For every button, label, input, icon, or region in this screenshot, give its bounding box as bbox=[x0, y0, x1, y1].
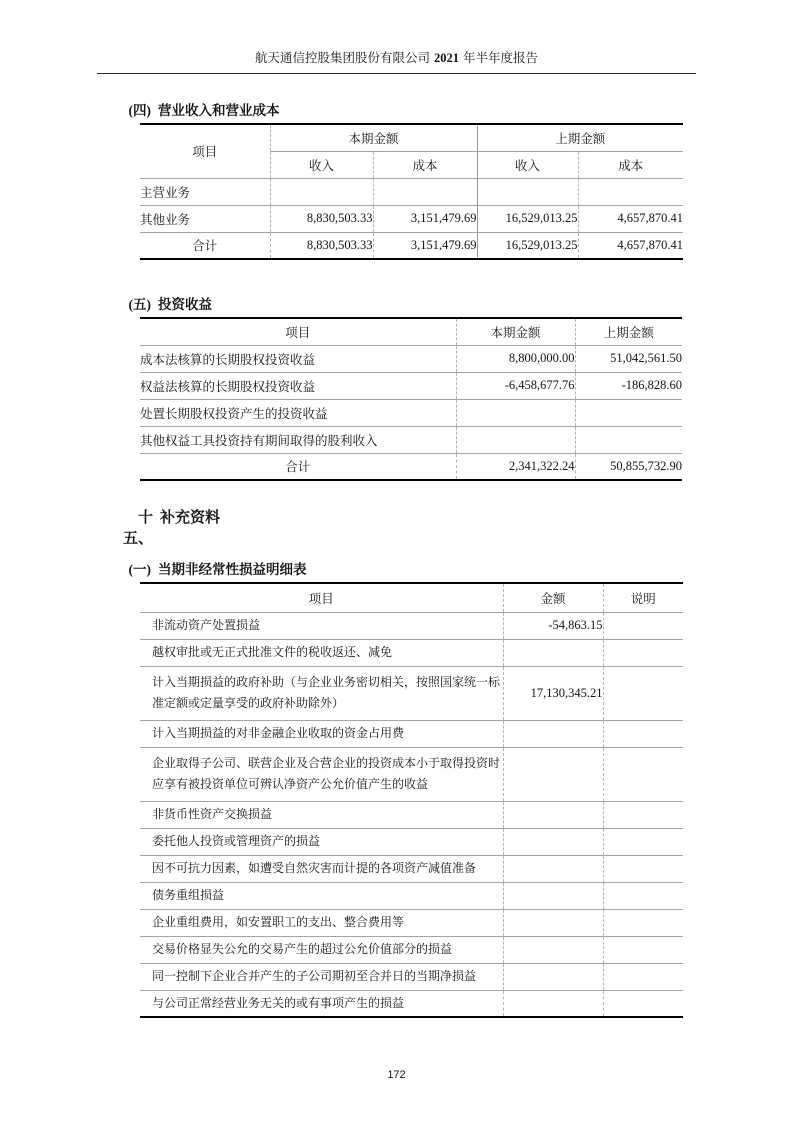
item-cell: 与公司正常经营业务无关的或有事项产生的损益 bbox=[140, 990, 503, 1017]
col-current-period: 本期金额 bbox=[270, 124, 477, 151]
table-row-total bbox=[140, 232, 683, 259]
col-prior-cost: 成本 bbox=[578, 151, 683, 178]
amount-cell bbox=[503, 882, 603, 909]
current-cost-cell: 3,151,479.69 bbox=[373, 232, 477, 259]
document-title bbox=[255, 51, 538, 65]
amount-cell bbox=[503, 801, 603, 828]
col-prior-income: 收入 bbox=[477, 151, 578, 178]
current-amount-cell bbox=[456, 426, 575, 453]
total-label-cell: 合计 bbox=[140, 453, 456, 480]
prior-income-cell: 16,529,013.25 bbox=[477, 232, 578, 259]
amount-cell bbox=[503, 855, 603, 882]
table-header-row bbox=[140, 318, 682, 345]
item-cell: 因不可抗力因素，如遭受自然灾害而计提的各项资产减值准备 bbox=[140, 855, 503, 882]
table-row bbox=[140, 372, 682, 399]
prior-amount-cell bbox=[575, 399, 682, 426]
note-cell bbox=[603, 909, 683, 936]
prior-amount-cell: 51,042,561.50 bbox=[575, 345, 682, 372]
table-row-other-business bbox=[140, 205, 683, 232]
note-cell bbox=[603, 612, 683, 639]
col-item: 项目 bbox=[308, 591, 334, 606]
amount-cell bbox=[503, 639, 603, 666]
item-cell: 企业重组费用，如安置职工的支出、整合费用等 bbox=[140, 909, 503, 936]
table-row bbox=[140, 990, 683, 1017]
table-row bbox=[140, 399, 682, 426]
item-cell: 非货币性资产交换损益 bbox=[140, 801, 503, 828]
item-cell: 交易价格显失公允的交易产生的超过公允价值部分的损益 bbox=[140, 936, 503, 963]
amount-cell: 17,130,345.21 bbox=[503, 666, 603, 720]
item-cell: 债务重组损益 bbox=[140, 882, 503, 909]
note-cell bbox=[603, 882, 683, 909]
note-cell bbox=[603, 747, 683, 801]
item-cell: 企业取得子公司、联营企业及合营企业的投资成本小于取得投资时应享有被投资单位可辨认净资产公允价值产生的收益 bbox=[140, 747, 503, 801]
amount-cell bbox=[503, 720, 603, 747]
section-number: 十五、 bbox=[122, 510, 153, 547]
current-cost-cell bbox=[373, 178, 477, 205]
note-cell bbox=[603, 936, 683, 963]
nonrecurring-items-table bbox=[140, 582, 683, 1018]
table-row bbox=[140, 963, 683, 990]
item-cell: 其他权益工具投资持有期间取得的股利收入 bbox=[140, 426, 456, 453]
col-current-income: 收入 bbox=[270, 151, 373, 178]
item-cell: 主营业务 bbox=[140, 178, 270, 205]
item-cell: 非流动资产处置损益 bbox=[140, 612, 503, 639]
prior-cost-cell: 4,657,870.41 bbox=[578, 205, 683, 232]
current-amount-cell: 8,800,000.00 bbox=[456, 345, 575, 372]
section-number: (四) bbox=[128, 103, 151, 118]
item-cell: 计入当期损益的政府补助（与企业业务密切相关，按照国家统一标准定额或定量享受的政府补助除外） bbox=[140, 666, 503, 720]
note-cell bbox=[603, 720, 683, 747]
item-cell: 权益法核算的长期股权投资收益 bbox=[140, 372, 456, 399]
table-row bbox=[140, 882, 683, 909]
revenue-cost-table bbox=[140, 123, 683, 260]
item-cell: 处置长期股权投资产生的投资收益 bbox=[140, 399, 456, 426]
section-heading-investment-income bbox=[114, 296, 793, 314]
table-row bbox=[140, 612, 683, 639]
total-label-cell: 合计 bbox=[140, 232, 270, 259]
item-cell: 越权审批或无正式批准文件的税收返还、减免 bbox=[140, 639, 503, 666]
investment-income-table bbox=[140, 317, 682, 481]
section-heading-supplementary bbox=[114, 508, 793, 550]
current-amount-cell: 2,341,322.24 bbox=[456, 453, 575, 480]
table-row-total bbox=[140, 453, 682, 480]
current-income-cell bbox=[270, 178, 373, 205]
prior-cost-cell bbox=[578, 178, 683, 205]
amount-cell bbox=[503, 828, 603, 855]
table-row bbox=[140, 666, 683, 720]
note-cell bbox=[603, 828, 683, 855]
col-note: 说明 bbox=[603, 583, 683, 612]
table-row bbox=[140, 639, 683, 666]
table-row-main-business bbox=[140, 178, 683, 205]
table-header-row bbox=[140, 583, 683, 612]
item-cell: 委托他人投资或管理资产的损益 bbox=[140, 828, 503, 855]
amount-cell bbox=[503, 990, 603, 1017]
prior-amount-cell: 50,855,732.90 bbox=[575, 453, 682, 480]
current-cost-cell: 3,151,479.69 bbox=[373, 205, 477, 232]
section-title: 营业收入和营业成本 bbox=[158, 103, 280, 118]
table-row bbox=[140, 801, 683, 828]
section-title: 当期非经常性损益明细表 bbox=[158, 562, 307, 577]
amount-cell bbox=[503, 909, 603, 936]
table-row bbox=[140, 345, 682, 372]
col-prior-period: 上期金额 bbox=[477, 124, 683, 151]
amount-cell: -54,863.15 bbox=[503, 612, 603, 639]
col-amount: 金额 bbox=[503, 583, 603, 612]
prior-cost-cell: 4,657,870.41 bbox=[578, 232, 683, 259]
table-row bbox=[140, 936, 683, 963]
col-item: 项目 bbox=[285, 325, 311, 340]
note-cell bbox=[603, 666, 683, 720]
note-cell bbox=[603, 855, 683, 882]
prior-amount-cell bbox=[575, 426, 682, 453]
table-row bbox=[140, 720, 683, 747]
table-row bbox=[140, 747, 683, 801]
company-name: 航天通信控股集团股份有限公司 bbox=[254, 51, 430, 65]
note-cell bbox=[603, 963, 683, 990]
amount-cell bbox=[503, 963, 603, 990]
table-header-row bbox=[140, 124, 683, 151]
item-cell: 其他业务 bbox=[140, 205, 270, 232]
current-income-cell: 8,830,503.33 bbox=[270, 232, 373, 259]
section-number: (五) bbox=[128, 297, 151, 312]
table-row bbox=[140, 855, 683, 882]
document-header bbox=[97, 0, 696, 74]
current-amount-cell: -6,458,677.76 bbox=[456, 372, 575, 399]
current-amount-cell bbox=[456, 399, 575, 426]
note-cell bbox=[603, 639, 683, 666]
table-row bbox=[140, 426, 682, 453]
section-heading-nonrecurring bbox=[114, 561, 793, 579]
amount-cell bbox=[503, 936, 603, 963]
item-cell: 计入当期损益的对非金融企业收取的资金占用费 bbox=[140, 720, 503, 747]
note-cell bbox=[603, 801, 683, 828]
prior-income-cell bbox=[477, 178, 578, 205]
section-title: 补充资料 bbox=[160, 510, 221, 526]
amount-cell bbox=[503, 747, 603, 801]
item-cell: 成本法核算的长期股权投资收益 bbox=[140, 345, 456, 372]
col-current-amount: 本期金额 bbox=[456, 318, 575, 345]
report-period: 年半年度报告 bbox=[463, 51, 539, 65]
prior-income-cell: 16,529,013.25 bbox=[477, 205, 578, 232]
table-row bbox=[140, 828, 683, 855]
table-row bbox=[140, 909, 683, 936]
prior-amount-cell: -186,828.60 bbox=[575, 372, 682, 399]
col-item: 项目 bbox=[192, 145, 218, 160]
section-number: (一) bbox=[128, 562, 151, 577]
col-current-cost: 成本 bbox=[373, 151, 477, 178]
page-number: 172 bbox=[387, 1069, 406, 1081]
report-year: 2021 bbox=[434, 51, 459, 65]
section-heading-revenue-cost bbox=[114, 102, 793, 120]
col-prior-amount: 上期金额 bbox=[575, 318, 682, 345]
section-title: 投资收益 bbox=[158, 297, 212, 312]
note-cell bbox=[603, 990, 683, 1017]
item-cell: 同一控制下企业合并产生的子公司期初至合并日的当期净损益 bbox=[140, 963, 503, 990]
current-income-cell: 8,830,503.33 bbox=[270, 205, 373, 232]
